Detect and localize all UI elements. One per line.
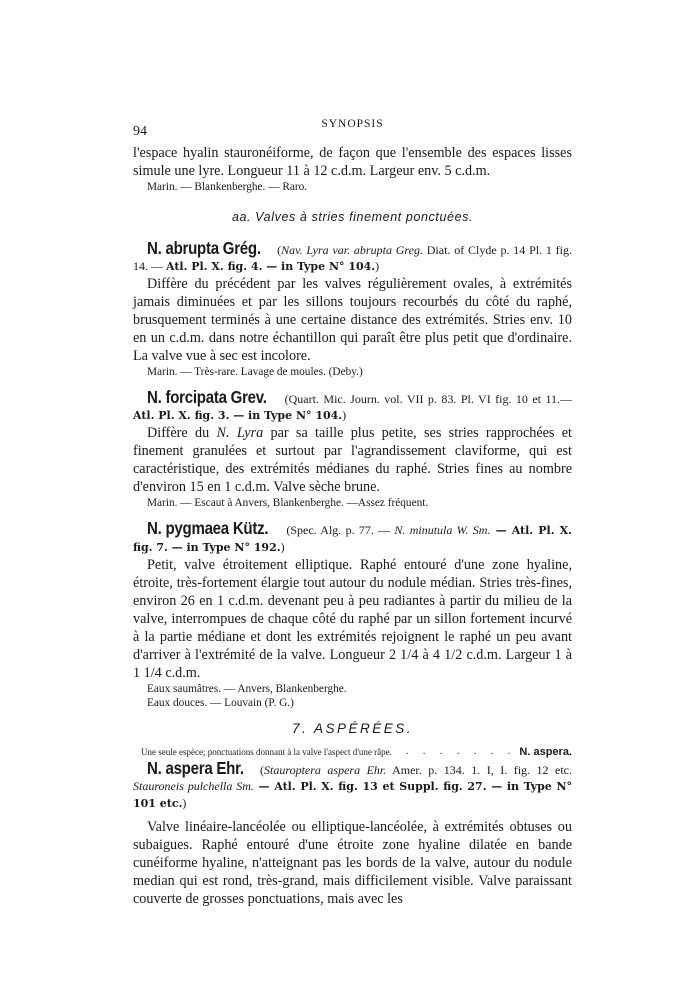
section-heading: 7. ASPÉRÉES. xyxy=(291,721,414,736)
running-head xyxy=(133,118,572,144)
synonym-reference: N. minutula W. Sm. xyxy=(394,523,491,537)
synonym-reference: Nav. Lyra var. abrupta Greg. xyxy=(281,243,423,257)
ref-paren: ( xyxy=(260,763,265,777)
species-description: Petit, valve étroitement elliptique. Raphé entouré d'une zone hyaline, étroite, très-fortement élargie tout autour du nodule médian. Stries très-fines, environ 26 en 1 c.d.m. devenant peu à peu radiantes à partir du milieu de la valve, interrompues de chaque côté du raphé par un sillon fortement incurvé à la partie médiane et dont les extrémités rejoignent le raphé un peu avant d'arriver à l'extrémité de la valve. Longueur 2 1/4 à 4 1/2 c.d.m. Largeur 1 à 1 1/4 c.d.m. xyxy=(133,557,572,681)
locality-note: Marin. — Escaut à Anvers, Blankenberghe. —Assez fréquent. xyxy=(147,497,429,509)
synonym-reference: Stauroneis pulchella Sm. xyxy=(133,779,254,793)
species-name: N. forcipata Grev. xyxy=(147,387,267,407)
species-name: N. pygmaea Kütz. xyxy=(147,518,269,538)
species-description: Valve linéaire-lancéolée ou elliptique-lancéolée, à extrémités obtuses ou subaigues. Raphé entouré d'une étroite zone hyaline dilatée en bande cunéiforme hyaline, n'atteignant pas les bords de la valve, autour du nodule median qui est rond, très-grand, mais difficilement visible. Valve paraissant couverte de grosses ponctuations, mais avec les xyxy=(133,819,572,907)
page-number: 94 xyxy=(133,124,147,139)
key-result: N. aspera. xyxy=(519,746,572,758)
ref-paren: ( xyxy=(277,243,282,257)
entry-header xyxy=(133,520,572,556)
atlas-reference: — Atl. Pl. X. fig. 13 et Suppl. fig. 27. — in Type N° 101 etc. xyxy=(133,780,572,810)
atlas-reference: Atl. Pl. X. fig. 3. — in Type N° 104. xyxy=(133,409,343,422)
locality-note: Eaux saumâtres. — Anvers, Blankenberghe. xyxy=(147,683,347,695)
species-mention: N. Lyra xyxy=(216,425,264,441)
species-entry xyxy=(133,389,572,510)
entry-header xyxy=(133,240,572,275)
species-name: N. abrupta Grég. xyxy=(147,238,261,258)
bibliographic-reference: Quart. Mic. Journ. vol. VII p. 83. Pl. VI fig. 10 et 11.— xyxy=(288,392,573,406)
atlas-reference: Atl. Pl. X. fig. 4. — in Type N° 104. xyxy=(166,260,376,273)
locality-note: Marin. — Blankenberghe. — Raro. xyxy=(147,181,308,193)
atlas-reference: — Atl. Pl. X. fig. 7. — in Type N° 192. xyxy=(133,524,572,554)
species-entry xyxy=(133,240,572,379)
description-text: par sa taille plus petite, ses stries rapprochées et finement granulées et surtout par l'agrandissement claviforme, qui est caractéristique, des extrémités médianes du raphé. Stries fines au nombre d'environ 15 en 1 c.d.m. Valve sèche brune. xyxy=(133,425,572,495)
subsection-heading: aa. Valves à stries finement ponctuées. xyxy=(231,210,474,224)
locality-note: Marin. — Très-rare. Lavage de moules. (Deby.) xyxy=(147,366,363,378)
ref-paren: ( xyxy=(286,523,291,537)
entry-header xyxy=(133,389,572,424)
locality-note: Eaux douces. — Louvain (P. G.) xyxy=(147,697,294,709)
synonym-reference: Stauroptera aspera Ehr. xyxy=(264,763,387,777)
entry-header xyxy=(133,760,572,812)
bibliographic-reference: Spec. Alg. p. 77. — xyxy=(290,523,395,537)
key-leader-dots: . . . . . . . xyxy=(405,746,517,757)
bibliographic-reference: Amer. p. 134. 1. I, I. fig. 12 etc. xyxy=(386,763,572,777)
species-entry xyxy=(133,760,572,908)
ref-paren: ) xyxy=(280,540,285,554)
continuation-paragraph: l'espace hyalin stauronéiforme, de façon que l'ensemble des espaces lisses simule une lyre. Longueur 11 à 12 c.d.m. Largeur env. 5 c.d.m. xyxy=(133,145,572,179)
bibliographic-reference: Diat. of Clyde p. 14 Pl. 1 fig. 14. — xyxy=(133,243,573,273)
running-title: SYNOPSIS xyxy=(321,118,384,130)
species-description xyxy=(133,424,572,496)
species-entry xyxy=(133,520,572,710)
ref-paren: ) xyxy=(182,796,187,810)
key-description: Une seule espèce; ponctuations donnant à la valve l'aspect d'une râpe. xyxy=(141,747,392,757)
description-text: Diffère du xyxy=(147,425,217,441)
species-description: Diffère du précédent par les valves régulièrement ovales, à extrémités jamais diminuées et par les sillons toujours recourbés du côté du raphé, brusquement terminés à une certaine distance des extrémités. Stries env. 10 en un c.d.m. dans notre échantillon qui paraît être plus petit que d'ordinaire. La valve vue à sec est incolore. xyxy=(133,276,572,364)
book-page xyxy=(133,118,572,908)
species-name: N. aspera Ehr. xyxy=(147,758,244,778)
ref-paren: ) xyxy=(375,259,380,273)
ref-paren: ( xyxy=(284,392,289,406)
ref-paren: ) xyxy=(342,408,347,422)
